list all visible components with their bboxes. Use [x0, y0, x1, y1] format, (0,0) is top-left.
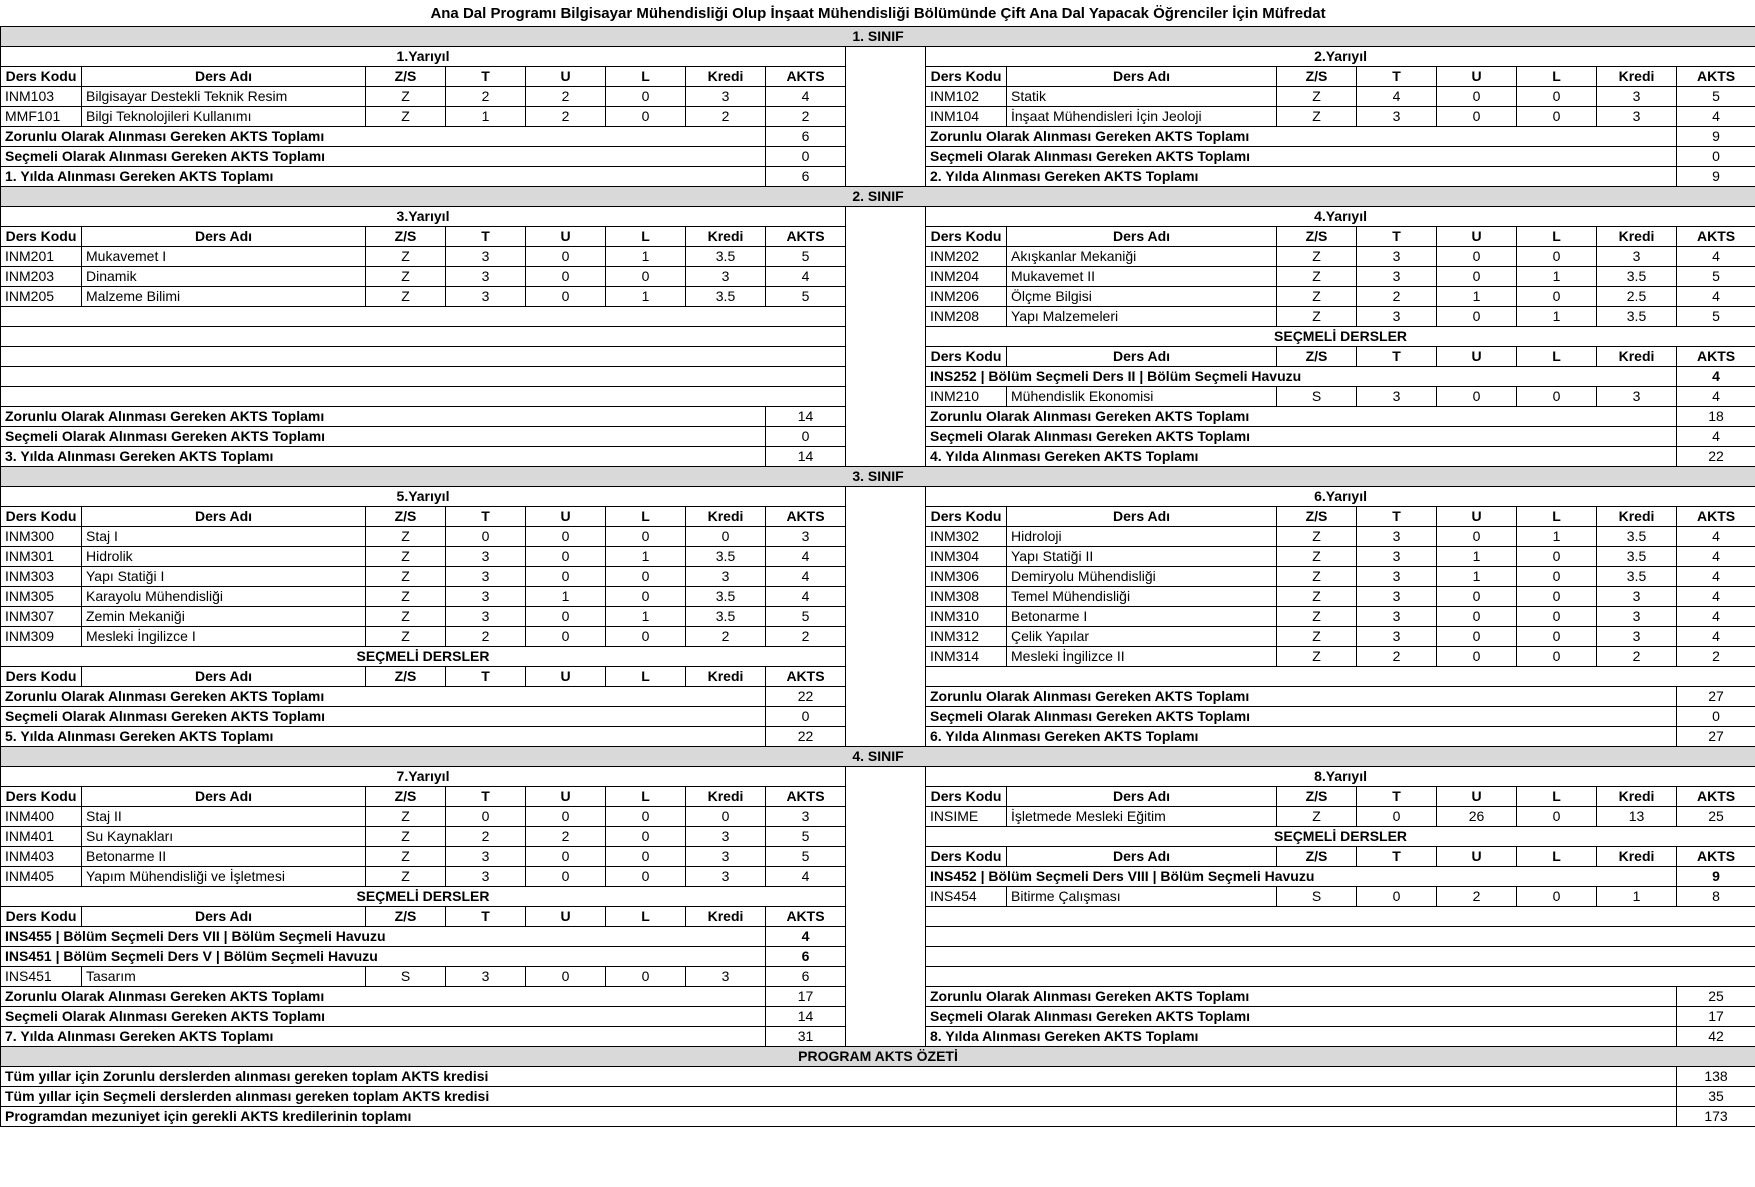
elective-pool-row: INS252 | Bölüm Seçmeli Ders II | Bölüm Seçmeli Havuzu 4 [1, 367, 1755, 387]
column-header-row: Ders Kodu Ders Adı Z/S T U L Kredi AKTS [1, 347, 1755, 367]
table-row: INM201 Mukavemet I Z 3 0 1 3.5 5 INM202 Akışkanlar Mekaniği Z 3 0 0 3 4 [1, 247, 1755, 267]
total-row: Seçmeli Olarak Alınması Gereken AKTS Toplamı 0 Seçmeli Olarak Alınması Gereken AKTS Toplamı 4 [1, 427, 1755, 447]
table-row: INS451 Tasarım S 3 0 0 3 6 [1, 967, 1755, 987]
table-row: INM208 Yapı Malzemeleri Z 3 0 1 3.5 5 [1, 307, 1755, 327]
column-gap [846, 487, 926, 747]
semester-label: 2.Yarıyıl [926, 47, 1755, 67]
column-header-row: Ders Kodu Ders Adı Z/S T U L Kredi AKTS Ders Kodu Ders Adı Z/S T U L Kredi AKTS [1, 507, 1755, 527]
summary-header: PROGRAM AKTS ÖZETİ [1, 1047, 1755, 1067]
electives-header: SEÇMELİ DERSLER [1, 647, 846, 667]
summary-row: Programdan mezuniyet için gerekli AKTS kredilerinin toplamı 173 [1, 1107, 1755, 1127]
year-header: 4. SINIF [1, 747, 1755, 767]
semester-label: 8.Yarıyıl [926, 767, 1755, 787]
total-row: Seçmeli Olarak Alınması Gereken AKTS Toplamı 0 Seçmeli Olarak Alınması Gereken AKTS Toplamı 0 [1, 707, 1755, 727]
total-row: 5. Yılda Alınması Gereken AKTS Toplamı 22 6. Yılda Alınması Gereken AKTS Toplamı 27 [1, 727, 1755, 747]
table-row: INM210 Mühendislik Ekonomisi S 3 0 0 3 4 [1, 387, 1755, 407]
column-header-row: Ders Kodu Ders Adı Z/S T U L Kredi AKTS [1, 667, 1755, 687]
total-row: 1. Yılda Alınması Gereken AKTS Toplamı 6 2. Yılda Alınması Gereken AKTS Toplamı 9 [1, 167, 1755, 187]
total-row: Zorunlu Olarak Alınması Gereken AKTS Toplamı 22 Zorunlu Olarak Alınması Gereken AKTS Toplamı 27 [1, 687, 1755, 707]
table-row: INM309 Mesleki İngilizce I Z 2 0 0 2 2 INM312 Çelik Yapılar Z 3 0 0 3 4 [1, 627, 1755, 647]
semester-label: 6.Yarıyıl [926, 487, 1755, 507]
page-title: Ana Dal Programı Bilgisayar Mühendisliği Olup İnşaat Mühendisliği Bölümünde Çift Ana Dal Yapacak Öğrenciler İçin Müfredat [1, 0, 1755, 27]
table-row: SEÇMELİ DERSLER INS454 Bitirme Çalışması S 0 2 0 1 8 [1, 887, 1755, 907]
table-row: INM303 Yapı Statiği I Z 3 0 0 3 4 INM306 Demiryolu Mühendisliği Z 3 1 0 3.5 4 [1, 567, 1755, 587]
total-row: Seçmeli Olarak Alınması Gereken AKTS Toplamı 14 Seçmeli Olarak Alınması Gereken AKTS Toplamı 17 [1, 1007, 1755, 1027]
year-header: 3. SINIF [1, 467, 1755, 487]
summary-row: Tüm yıllar için Seçmeli derslerden alınması gereken toplam AKTS kredisi 35 [1, 1087, 1755, 1107]
table-row: MMF101 Bilgi Teknolojileri Kullanımı Z 1 2 0 2 2 INM104 İnşaat Mühendisleri İçin Jeoloji Z 3 0 0 3 4 [1, 107, 1755, 127]
table-row: SEÇMELİ DERSLER INM314 Mesleki İngilizce II Z 2 0 0 2 2 [1, 647, 1755, 667]
semester-label: 5.Yarıyıl [1, 487, 846, 507]
total-row: Zorunlu Olarak Alınması Gereken AKTS Toplamı 6 Zorunlu Olarak Alınması Gereken AKTS Toplamı 9 [1, 127, 1755, 147]
year-header: 1. SINIF [1, 27, 1755, 47]
column-header-row: Ders Kodu Ders Adı Z/S T U L Kredi AKTS Ders Kodu Ders Adı Z/S T U L Kredi AKTS [1, 67, 1755, 87]
semester-label: 7.Yarıyıl [1, 767, 846, 787]
table-row: INM203 Dinamik Z 3 0 0 3 4 INM204 Mukavemet II Z 3 0 1 3.5 5 [1, 267, 1755, 287]
total-row: Seçmeli Olarak Alınması Gereken AKTS Toplamı 0 Seçmeli Olarak Alınması Gereken AKTS Toplamı 0 [1, 147, 1755, 167]
electives-header: SEÇMELİ DERSLER [926, 327, 1755, 347]
table-row: INM307 Zemin Mekaniği Z 3 0 1 3.5 5 INM310 Betonarme I Z 3 0 0 3 4 [1, 607, 1755, 627]
table-row: INM403 Betonarme II Z 3 0 0 3 5 Ders Kodu Ders Adı Z/S T U L Kredi AKTS [1, 847, 1755, 867]
summary-row: Tüm yıllar için Zorunlu derslerden alınması gereken toplam AKTS kredisi 138 [1, 1067, 1755, 1087]
year-header: 2. SINIF [1, 187, 1755, 207]
column-header-row: Ders Kodu Ders Adı Z/S T U L Kredi AKTS Ders Kodu Ders Adı Z/S T U L Kredi AKTS [1, 227, 1755, 247]
table-row: INM103 Bilgisayar Destekli Teknik Resim Z 2 2 0 3 4 INM102 Statik Z 4 0 0 3 5 [1, 87, 1755, 107]
total-row: Zorunlu Olarak Alınması Gereken AKTS Toplamı 14 Zorunlu Olarak Alınması Gereken AKTS Toplamı 18 [1, 407, 1755, 427]
elective-pool-row: INS451 | Bölüm Seçmeli Ders V | Bölüm Seçmeli Havuzu 6 [1, 947, 1755, 967]
table-row: INM301 Hidrolik Z 3 0 1 3.5 4 INM304 Yapı Statiği II Z 3 1 0 3.5 4 [1, 547, 1755, 567]
column-header-row: Ders Kodu Ders Adı Z/S T U L Kredi AKTS Ders Kodu Ders Adı Z/S T U L Kredi AKTS [1, 787, 1755, 807]
table-row: INM401 Su Kaynakları Z 2 2 0 3 5 SEÇMELİ DERSLER [1, 827, 1755, 847]
column-gap [846, 207, 926, 467]
semester-label: 4.Yarıyıl [926, 207, 1755, 227]
total-row: 3. Yılda Alınması Gereken AKTS Toplamı 14 4. Yılda Alınması Gereken AKTS Toplamı 22 [1, 447, 1755, 467]
total-row: Zorunlu Olarak Alınması Gereken AKTS Toplamı 17 Zorunlu Olarak Alınması Gereken AKTS Toplamı 25 [1, 987, 1755, 1007]
total-row: 7. Yılda Alınması Gereken AKTS Toplamı 31 8. Yılda Alınması Gereken AKTS Toplamı 42 [1, 1027, 1755, 1047]
table-row: INM205 Malzeme Bilimi Z 3 0 1 3.5 5 INM206 Ölçme Bilgisi Z 2 1 0 2.5 4 [1, 287, 1755, 307]
electives-header: SEÇMELİ DERSLER [926, 827, 1755, 847]
column-gap [846, 47, 926, 187]
semester-label: 1.Yarıyıl [1, 47, 846, 67]
table-row: INM305 Karayolu Mühendisliği Z 3 1 0 3.5 4 INM308 Temel Mühendisliği Z 3 0 0 3 4 [1, 587, 1755, 607]
table-row: INM405 Yapım Mühendisliği ve İşletmesi Z 3 0 0 3 4 INS452 | Bölüm Seçmeli Ders VIII | Bölüm Seçmeli Havuzu 9 [1, 867, 1755, 887]
semester-label: 3.Yarıyıl [1, 207, 846, 227]
table-row: INM300 Staj I Z 0 0 0 0 3 INM302 Hidroloji Z 3 0 1 3.5 4 [1, 527, 1755, 547]
table-row: INM400 Staj II Z 0 0 0 0 3 INSIME İşletmede Mesleki Eğitim Z 0 26 0 13 25 [1, 807, 1755, 827]
electives-header: SEÇMELİ DERSLER [1, 887, 846, 907]
column-header-row: Ders Kodu Ders Adı Z/S T U L Kredi AKTS [1, 907, 1755, 927]
column-gap [846, 767, 926, 1047]
elective-pool-row: INS455 | Bölüm Seçmeli Ders VII | Bölüm Seçmeli Havuzu 4 [1, 927, 1755, 947]
